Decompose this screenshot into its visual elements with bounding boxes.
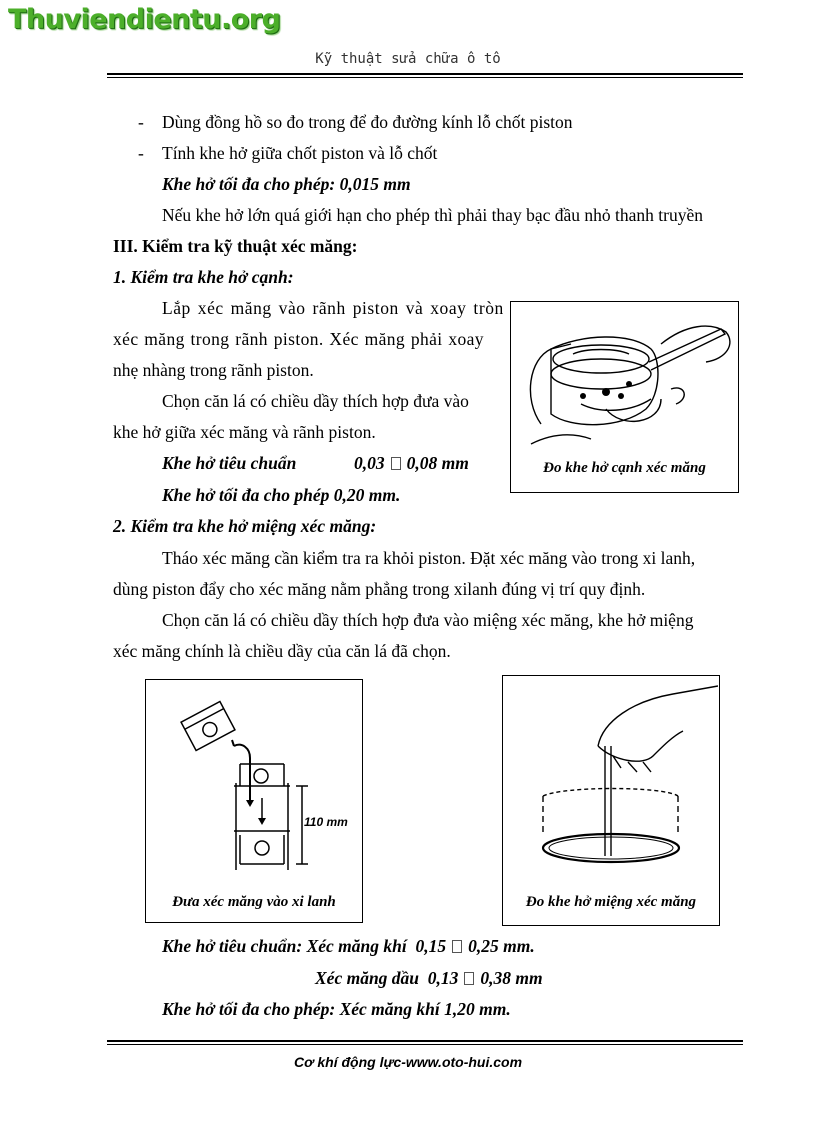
- side-clearance-max: Khe hở tối đa cho phép 0,20 mm.: [162, 485, 401, 505]
- figure-side-clearance: [510, 301, 739, 493]
- paragraph-1-line-2: xéc măng trong rãnh piston. Xéc măng phải xoay: [113, 329, 484, 349]
- gap-max: Khe hở tối đa cho phép: Xéc măng khí 1,20 mm.: [162, 999, 511, 1019]
- paragraph-1-line-1: Lắp xéc măng vào rãnh piston và xoay tròn: [162, 298, 504, 318]
- footer-text: Cơ khí động lực-www.oto-hui.com: [293, 1054, 523, 1070]
- bullet-dash-1: -: [138, 112, 144, 132]
- subsection-1-title: 1. Kiểm tra khe hở cạnh:: [113, 267, 294, 287]
- running-title: Kỹ thuật sửa chữa ô tô: [315, 51, 501, 67]
- header-rule-bottom: [107, 77, 743, 78]
- side-clearance-standard-value: 0,03 0,08 mm: [354, 453, 469, 473]
- paragraph-1-line-3: nhẹ nhàng trong rãnh piston.: [113, 360, 314, 380]
- bullet-2: Tính khe hở giữa chốt piston và lỗ chốt: [162, 143, 438, 163]
- footer-rule-bottom: [107, 1044, 743, 1045]
- paragraph-4-line-2: xéc măng chính là chiều dầy của căn lá đã chọn.: [113, 641, 451, 661]
- paragraph-2-line-2: khe hở giữa xéc măng và rãnh piston.: [113, 422, 376, 442]
- figure-1-caption: Đo khe hở cạnh xéc măng: [543, 460, 706, 476]
- site-logo: Thuviendientu.org: [8, 4, 281, 35]
- footer-rule-top: [107, 1040, 743, 1042]
- pin-note: Nếu khe hở lớn quá giới hạn cho phép thì phải thay bạc đầu nhỏ thanh truyền: [162, 205, 703, 225]
- bullet-1: Dùng đồng hồ so đo trong để đo đường kính lỗ chốt piston: [162, 112, 573, 132]
- paragraph-4-line-1: Chọn căn lá có chiều dầy thích hợp đưa vào miệng xéc măng, khe hở miệng: [162, 610, 694, 630]
- gap-standard-compression: Khe hở tiêu chuẩn: Xéc măng khí 0,15 0,25 mm.: [162, 936, 535, 956]
- paragraph-3-line-1: Tháo xéc măng cần kiểm tra ra khỏi piston. Đặt xéc măng vào trong xi lanh,: [162, 548, 696, 568]
- figure-ring-into-cylinder: [145, 679, 363, 923]
- piston-feeler-gauge-illustration: [511, 304, 737, 454]
- ring-insertion-diagram: [146, 680, 361, 880]
- pin-max-clearance: Khe hở tối đa cho phép: 0,015 mm: [162, 174, 411, 194]
- header-rule-top: [107, 73, 743, 75]
- subsection-2-title: 2. Kiểm tra khe hở miệng xéc măng:: [113, 516, 377, 536]
- end-gap-measure-illustration: [503, 676, 718, 876]
- paragraph-3-line-2: dùng piston đẩy cho xéc măng nằm phẳng trong xilanh đúng vị trí quy định.: [113, 579, 646, 599]
- side-clearance-standard-label: Khe hở tiêu chuẩn: [162, 453, 297, 473]
- gap-standard-oil: Xéc măng dầu 0,13 0,38 mm: [315, 968, 543, 988]
- dimension-label-110mm: 110 mm: [304, 815, 348, 829]
- figure-2-caption: Đưa xéc măng vào xi lanh: [172, 894, 336, 910]
- paragraph-2-line-1: Chọn căn lá có chiều dầy thích hợp đưa vào: [162, 391, 469, 411]
- section-3-title: III. Kiểm tra kỹ thuật xéc măng:: [113, 236, 358, 256]
- figure-3-caption: Đo khe hở miệng xéc măng: [525, 894, 697, 910]
- bullet-dash-2: -: [138, 143, 144, 163]
- figure-end-gap: [502, 675, 720, 926]
